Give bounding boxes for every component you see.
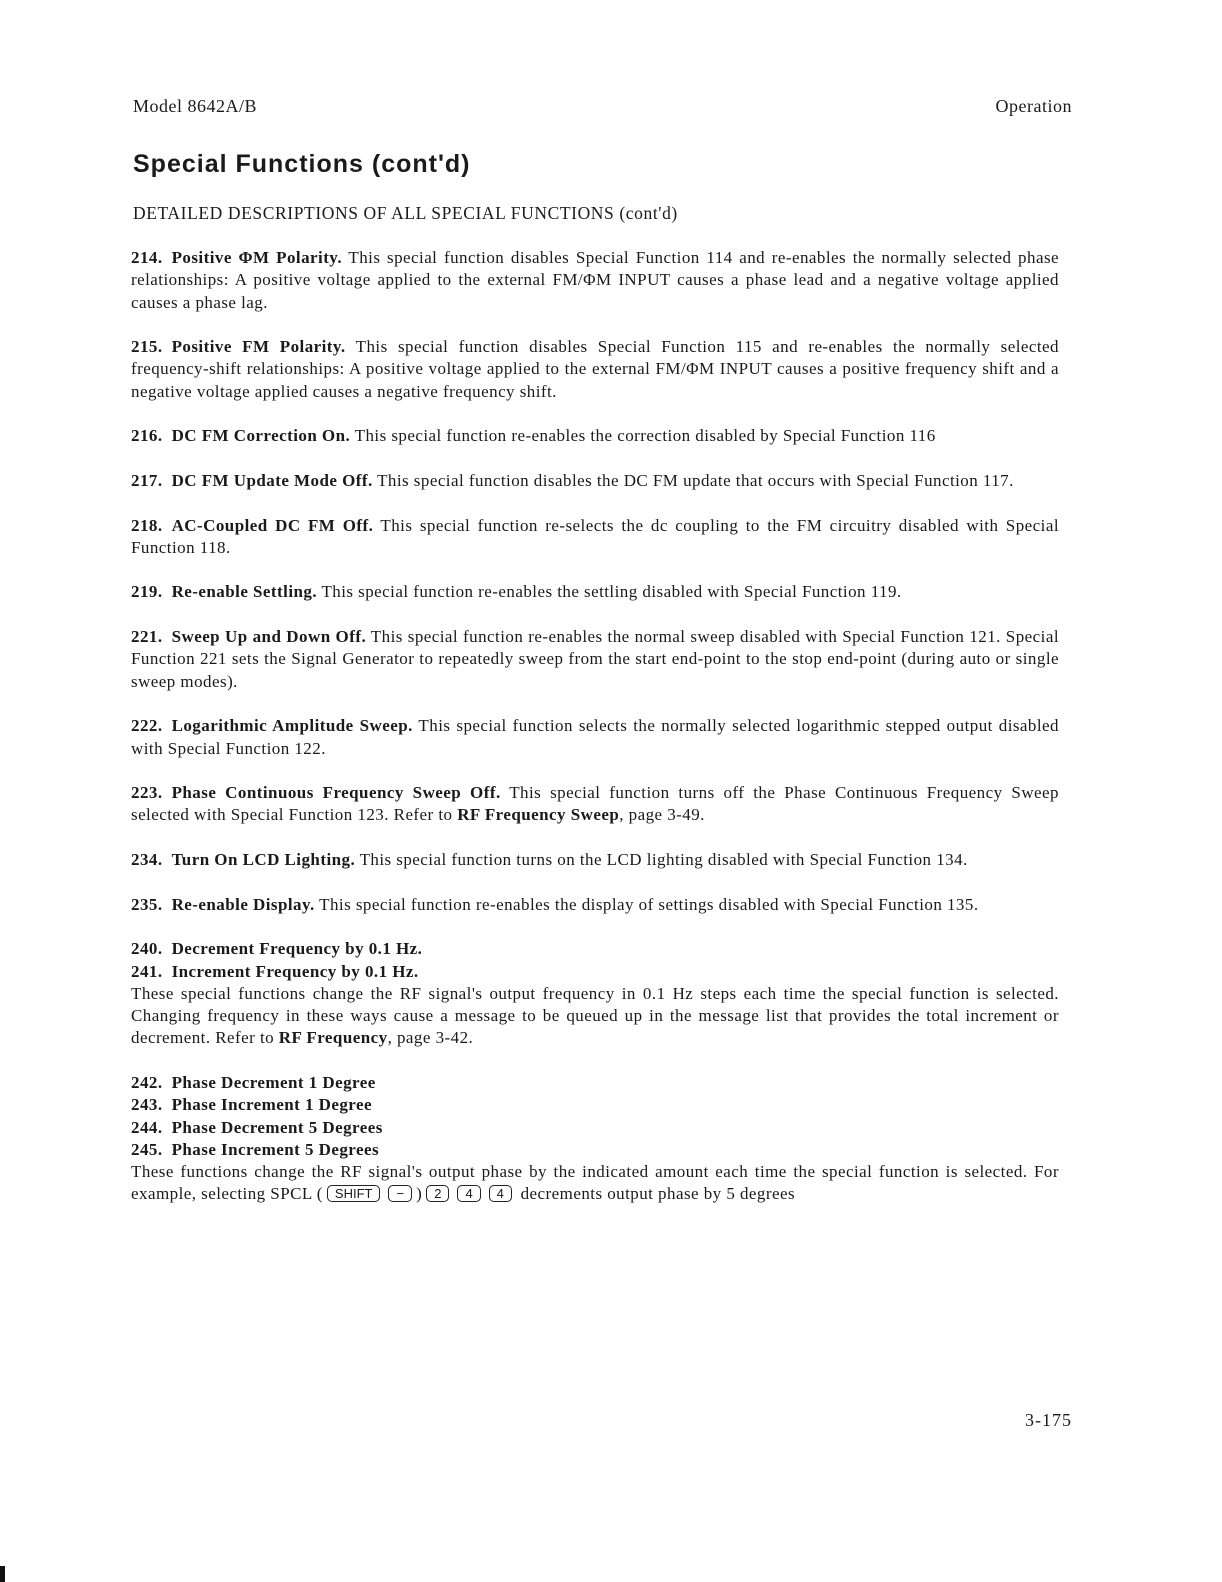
item-text-paren: ) (416, 1184, 423, 1204)
paragraph-218 (131, 515, 1059, 560)
entry-243 (131, 1094, 1059, 1116)
digit-4-key: 4 (457, 1185, 480, 1202)
paragraph-222 (131, 715, 1059, 760)
shift-key: SHIFT (327, 1185, 381, 1202)
item-text: This special function re-enables the normal sweep disabled with Special Function 121. Special Function 221 sets the Signal Generator to repeatedly sweep from the start end-point to the stop end-point (during auto or single sweep modes). (131, 627, 1059, 691)
item-heading: Increment Frequency by 0.1 Hz. (171, 961, 419, 981)
section-subtitle: DETAILED DESCRIPTIONS OF ALL SPECIAL FUNCTIONS (cont'd) (133, 203, 678, 223)
entry-241 (131, 961, 1059, 983)
item-number: 217. (131, 470, 163, 490)
paragraph-223 (131, 782, 1059, 827)
item-number: 222. (131, 716, 163, 736)
paragraph-214 (131, 247, 1059, 314)
item-text: This special function turns on the LCD lighting disabled with Special Function 134. (355, 850, 968, 870)
item-number: 245. (131, 1139, 163, 1159)
item-heading: Turn On LCD Lighting. (171, 850, 356, 870)
paragraph-240-241 (131, 938, 1059, 1049)
item-text: This special function turns off the Phase Continuous Frequency Sweep selected with Special Function 123. Refer to (131, 783, 1059, 825)
scan-mark (0, 1566, 5, 1582)
item-number: 242. (131, 1072, 163, 1092)
paragraph-235 (131, 894, 1059, 916)
item-heading: AC-Coupled DC FM Off. (171, 515, 374, 535)
item-heading: Phase Increment 5 Degrees (171, 1139, 380, 1159)
paragraph-215 (131, 336, 1059, 403)
item-number: 218. (131, 515, 163, 535)
item-heading: Sweep Up and Down Off. (171, 627, 367, 647)
item-text-end: decrements output phase by 5 degrees (515, 1184, 796, 1204)
item-heading: DC FM Update Mode Off. (171, 470, 373, 490)
item-heading: Logarithmic Amplitude Sweep. (171, 716, 413, 736)
item-text: This special function re-enables the display of settings disabled with Special Function 135. (314, 894, 979, 914)
digit-2-key: 2 (426, 1185, 449, 1202)
item-heading: Re-enable Display. (171, 894, 315, 914)
item-heading: Phase Increment 1 Degree (171, 1095, 372, 1115)
item-heading: Positive ΦM Polarity. (171, 248, 343, 267)
header-model: Model 8642A/B (133, 96, 258, 116)
item-heading: Positive FM Polarity. (171, 337, 346, 357)
item-number: 243. (131, 1095, 163, 1115)
item-number: 223. (131, 783, 163, 803)
cross-reference: RF Frequency Sweep (457, 805, 620, 825)
item-text: These special functions change the RF signal's output frequency in 0.1 Hz steps each time the special function is selected. Changing frequency in these ways cause a message to be queued up in the message list that provides the total increment or decrement. Refer to (131, 983, 1059, 1048)
group-description (131, 1161, 1059, 1206)
item-heading: Phase Decrement 5 Degrees (171, 1117, 383, 1137)
item-text: This special function disables the DC FM update that occurs with Special Function 117. (372, 470, 1014, 490)
paragraph-242-245 (131, 1072, 1059, 1206)
item-number: 219. (131, 582, 163, 602)
minus-key: − (388, 1185, 412, 1202)
item-number: 234. (131, 850, 163, 870)
item-number: 235. (131, 894, 163, 914)
item-number: 215. (131, 337, 163, 357)
page-number: 3-175 (1025, 1410, 1072, 1430)
item-heading: DC FM Correction On. (171, 426, 351, 446)
item-text: This special function re-enables the settling disabled with Special Function 119. (317, 582, 902, 602)
item-number: 244. (131, 1117, 163, 1137)
digit-4-key: 4 (489, 1185, 512, 1202)
entry-242 (131, 1072, 1059, 1094)
document-body (131, 247, 1059, 1228)
entry-240 (131, 938, 1059, 960)
item-text: This special function disables Special Function 114 and re-enables the normally selected phase relationships: A positive voltage applied to the external FM/ΦM INPUT causes a phase lead and a negative voltage applied causes a phase lag. (131, 248, 1060, 312)
paragraph-221 (131, 626, 1059, 693)
item-text-end: , page 3-49. (619, 805, 705, 825)
item-number: 214. (131, 248, 163, 267)
item-heading: Decrement Frequency by 0.1 Hz. (171, 939, 423, 959)
page-title: Special Functions (cont'd) (133, 150, 471, 178)
item-text: This special function re-enables the correction disabled by Special Function 116 (350, 426, 936, 446)
item-text: These functions change the RF signal's output phase by the indicated amount each time the special function is selected. For example, selecting SPCL ( (131, 1162, 1059, 1204)
item-heading: Phase Continuous Frequency Sweep Off. (171, 783, 501, 803)
item-number: 241. (131, 961, 163, 981)
paragraph-234 (131, 849, 1059, 871)
paragraph-217 (131, 470, 1059, 492)
cross-reference: RF Frequency (278, 1028, 388, 1048)
item-text: This special function selects the normally selected logarithmic stepped output disabled with Special Function 122. (131, 716, 1060, 758)
entry-245 (131, 1139, 1059, 1161)
group-description (131, 983, 1059, 1050)
entry-244 (131, 1117, 1059, 1139)
item-heading: Phase Decrement 1 Degree (171, 1072, 376, 1092)
item-text: This special function disables Special Function 115 and re-enables the normally selected frequency-shift relationships: A positive voltage applied to the external FM/ΦM INPUT causes a positive frequency shift and a negative voltage applied causes a negative frequency shift. (131, 337, 1059, 401)
item-number: 216. (131, 426, 163, 446)
paragraph-219 (131, 581, 1059, 603)
item-number: 221. (131, 627, 163, 647)
item-text: This special function re-selects the dc coupling to the FM circuitry disabled with Special Function 118. (131, 515, 1059, 557)
item-number: 240. (131, 939, 163, 959)
item-text-end: , page 3-42. (387, 1028, 474, 1048)
paragraph-216 (131, 425, 1059, 447)
item-heading: Re-enable Settling. (171, 582, 318, 602)
header-section: Operation (995, 96, 1072, 116)
